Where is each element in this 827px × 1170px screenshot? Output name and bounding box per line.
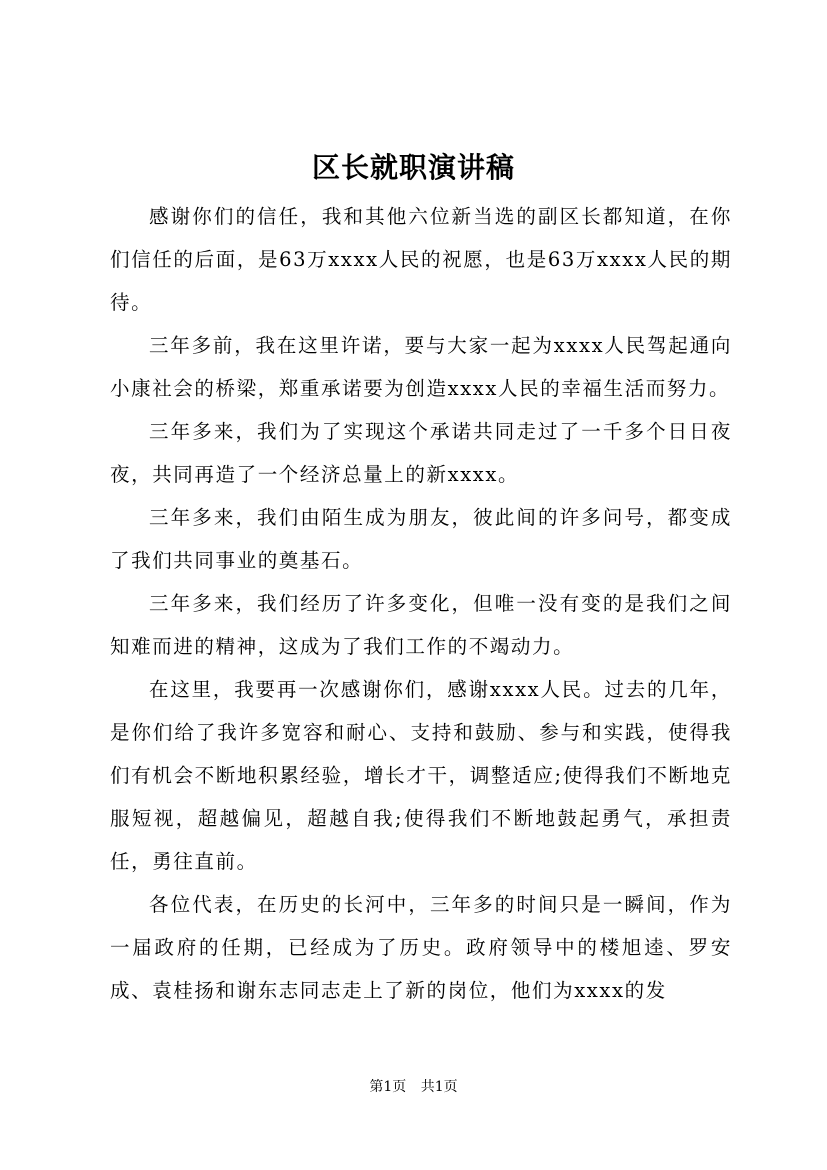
document-title: 区长就职演讲稿 [311,151,515,184]
page-footer [0,1077,827,1097]
paragraph: 三年多来，我们由陌生成为朋友，彼此间的许多问号，都变成了我们共同事业的奠基石。 [110,506,732,572]
paragraph: 三年多来，我们为了实现这个承诺共同走过了一千多个日日夜夜，共同再造了一个经济总量上的新xxxx。 [110,420,732,486]
page-number: 第1页 [369,1079,407,1095]
paragraph: 各位代表，在历史的长河中，三年多的时间只是一瞬间，作为一届政府的任期，已经成为了历史。政府领导中的楼旭逵、罗安成、袁桂扬和谢东志同志走上了新的岗位，他们为xxxx的发 [110,893,732,1002]
paragraph: 三年多来，我们经历了许多变化，但唯一没有变的是我们之间知难而进的精神，这成为了我们工作的不竭动力。 [110,592,732,658]
page-total: 共1页 [420,1079,458,1095]
paragraph: 三年多前，我在这里许诺，要与大家一起为xxxx人民驾起通向小康社会的桥梁，郑重承诺要为创造xxxx人民的幸福生活而努力。 [110,334,732,400]
paragraph: 感谢你们的信任，我和其他六位新当选的副区长都知道，在你们信任的后面，是63万xxxx人民的祝愿，也是63万xxxx人民的期待。 [110,205,732,314]
document-body [110,195,732,1012]
paragraph: 在这里，我要再一次感谢你们，感谢xxxx人民。过去的几年，是你们给了我许多宽容和耐心、支持和鼓励、参与和实践，使得我们有机会不断地积累经验，增长才干，调整适应;使得我们不断地克服短视，超越偏见，超越自我;使得我们不断地鼓起勇气，承担责任，勇往直前。 [110,678,732,873]
